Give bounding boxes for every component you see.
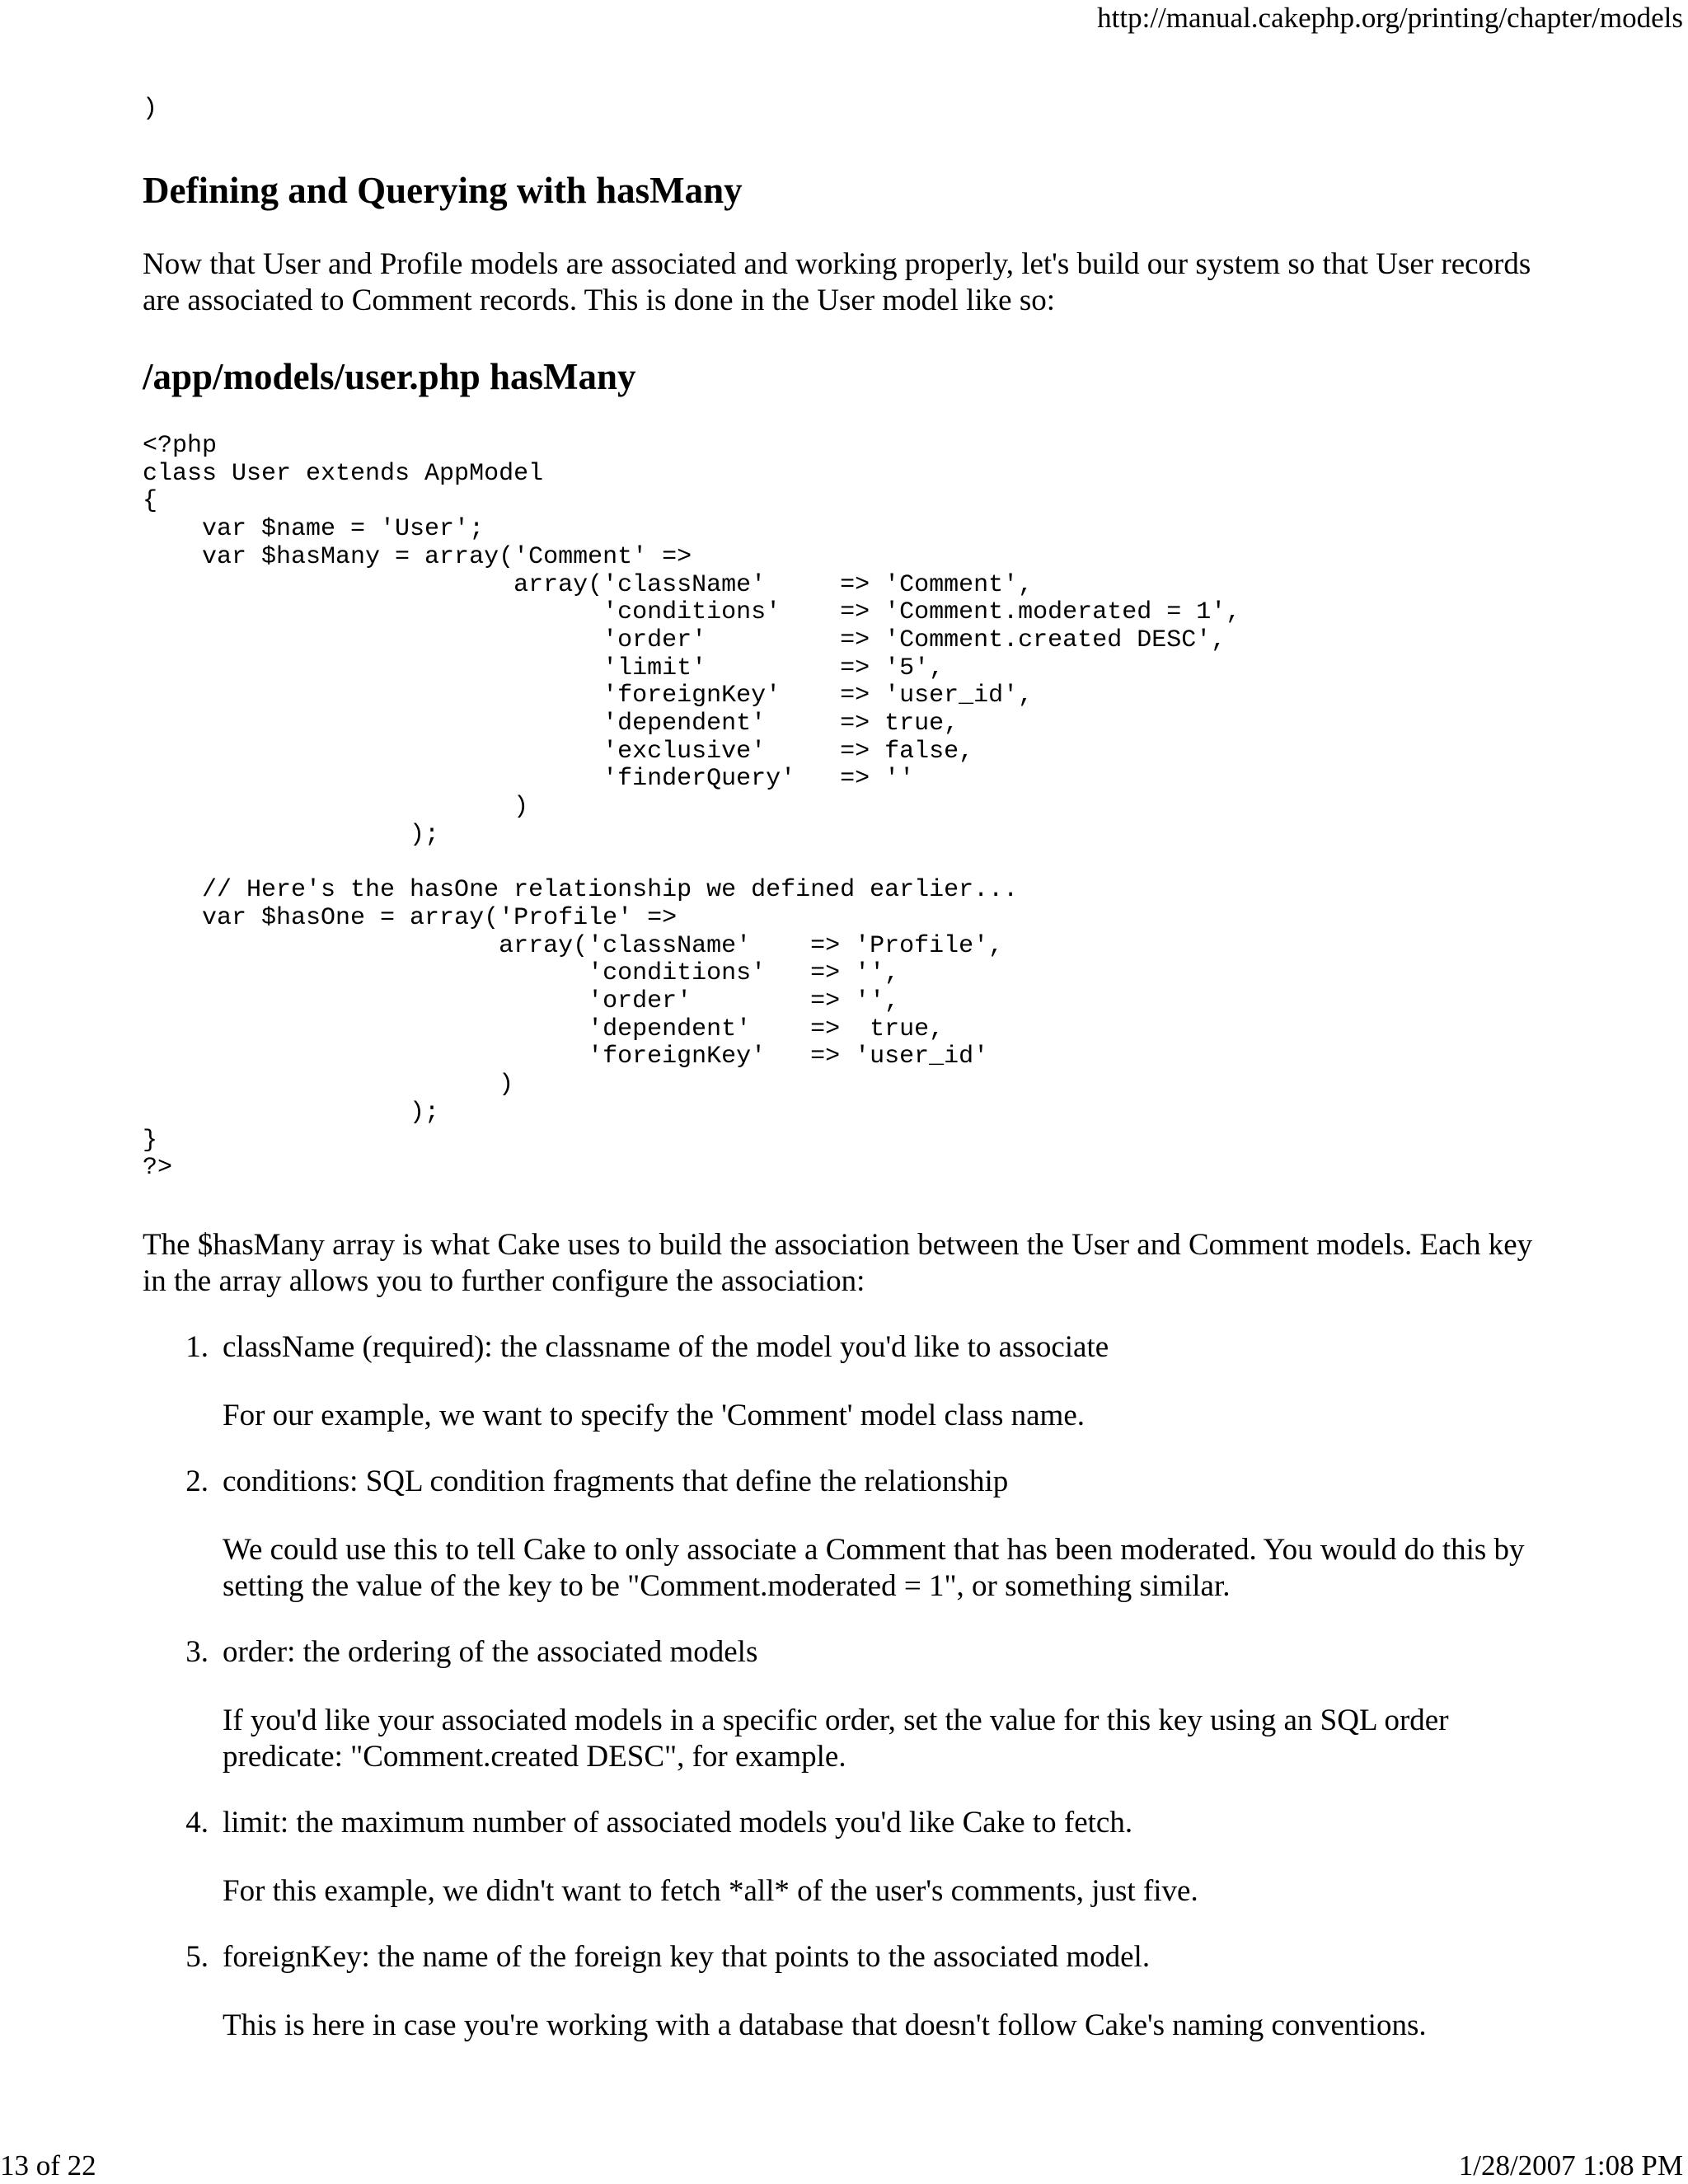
- list-item-number: 4.: [185, 1805, 209, 1840]
- list-item-term: className (required): the classname of the model you'd like to associate: [223, 1329, 1109, 1364]
- list-item-term: conditions: SQL condition fragments that define the relationship: [223, 1464, 1009, 1498]
- list-item: [143, 1805, 1560, 1910]
- list-item-description: If you'd like your associated models in a specific order, set the value for this key using an SQL order predicate: "Comment.created DESC", for example.: [223, 1703, 1449, 1774]
- list-item-number: 2.: [185, 1464, 209, 1498]
- footer-datetime: 1/28/2007 1:08 PM: [1458, 2149, 1683, 2182]
- list-item-description: This is here in case you're working with a database that doesn't follow Cake's naming conventions.: [223, 2008, 1427, 2042]
- association-keys-list: [143, 1329, 1560, 2044]
- list-item-number: 1.: [185, 1329, 209, 1364]
- list-item-description: For this example, we didn't want to fetch *all* of the user's comments, just five.: [223, 1873, 1198, 1908]
- list-item-description: We could use this to tell Cake to only associate a Comment that has been moderated. You would do this by setting the value of the key to be "Comment.moderated = 1", or something similar.: [223, 1532, 1525, 1603]
- page-content: [143, 95, 1560, 2074]
- stray-text: ): [143, 95, 158, 123]
- code-title: /app/models/user.php hasMany: [143, 356, 636, 397]
- list-item: [143, 1329, 1560, 1434]
- list-item-number: 5.: [185, 1939, 209, 1974]
- list-item-description: For our example, we want to specify the 'Comment' model class name.: [223, 1398, 1085, 1432]
- section-title: Defining and Querying with hasMany: [143, 170, 743, 211]
- header-url: http://manual.cakephp.org/printing/chapter/models: [1097, 2, 1683, 34]
- list-item: [143, 1939, 1560, 2044]
- list-item: [143, 1464, 1560, 1605]
- list-item-term: limit: the maximum number of associated models you'd like Cake to fetch.: [223, 1805, 1133, 1840]
- list-item-term: order: the ordering of the associated models: [223, 1634, 758, 1669]
- code-block: <?php class User extends AppModel { var $name = 'User'; var $hasMany = array('Comment' => array('className' => 'Comment', 'conditions' => 'Comment.moderated = 1', 'order' => 'Comment.created DESC', 'limit' => '5', 'foreignKey' => 'user_id', 'dependent' => true, 'exclusive' => false, 'finderQuery' => '' ) ); // Here's the hasOne relationship we defined earlier... var $hasOne = array('Profile' => array('className' => 'Profile', 'conditions' => '', 'order' => '', 'dependent' => true, 'foreignKey' => 'user_id' ) ); } ?>: [143, 432, 1241, 1183]
- explanation-paragraph: The $hasMany array is what Cake uses to build the association between the User and Comment models. Each key in the array allows you to further configure the association:: [143, 1227, 1533, 1298]
- list-item-term: foreignKey: the name of the foreign key that points to the associated model.: [223, 1939, 1151, 1974]
- intro-paragraph: Now that User and Profile models are associated and working properly, let's build our system so that User records are associated to Comment records. This is done in the User model like so:: [143, 247, 1531, 317]
- footer-page-number: 13 of 22: [0, 2149, 96, 2182]
- list-item: [143, 1634, 1560, 1775]
- list-item-number: 3.: [185, 1634, 209, 1669]
